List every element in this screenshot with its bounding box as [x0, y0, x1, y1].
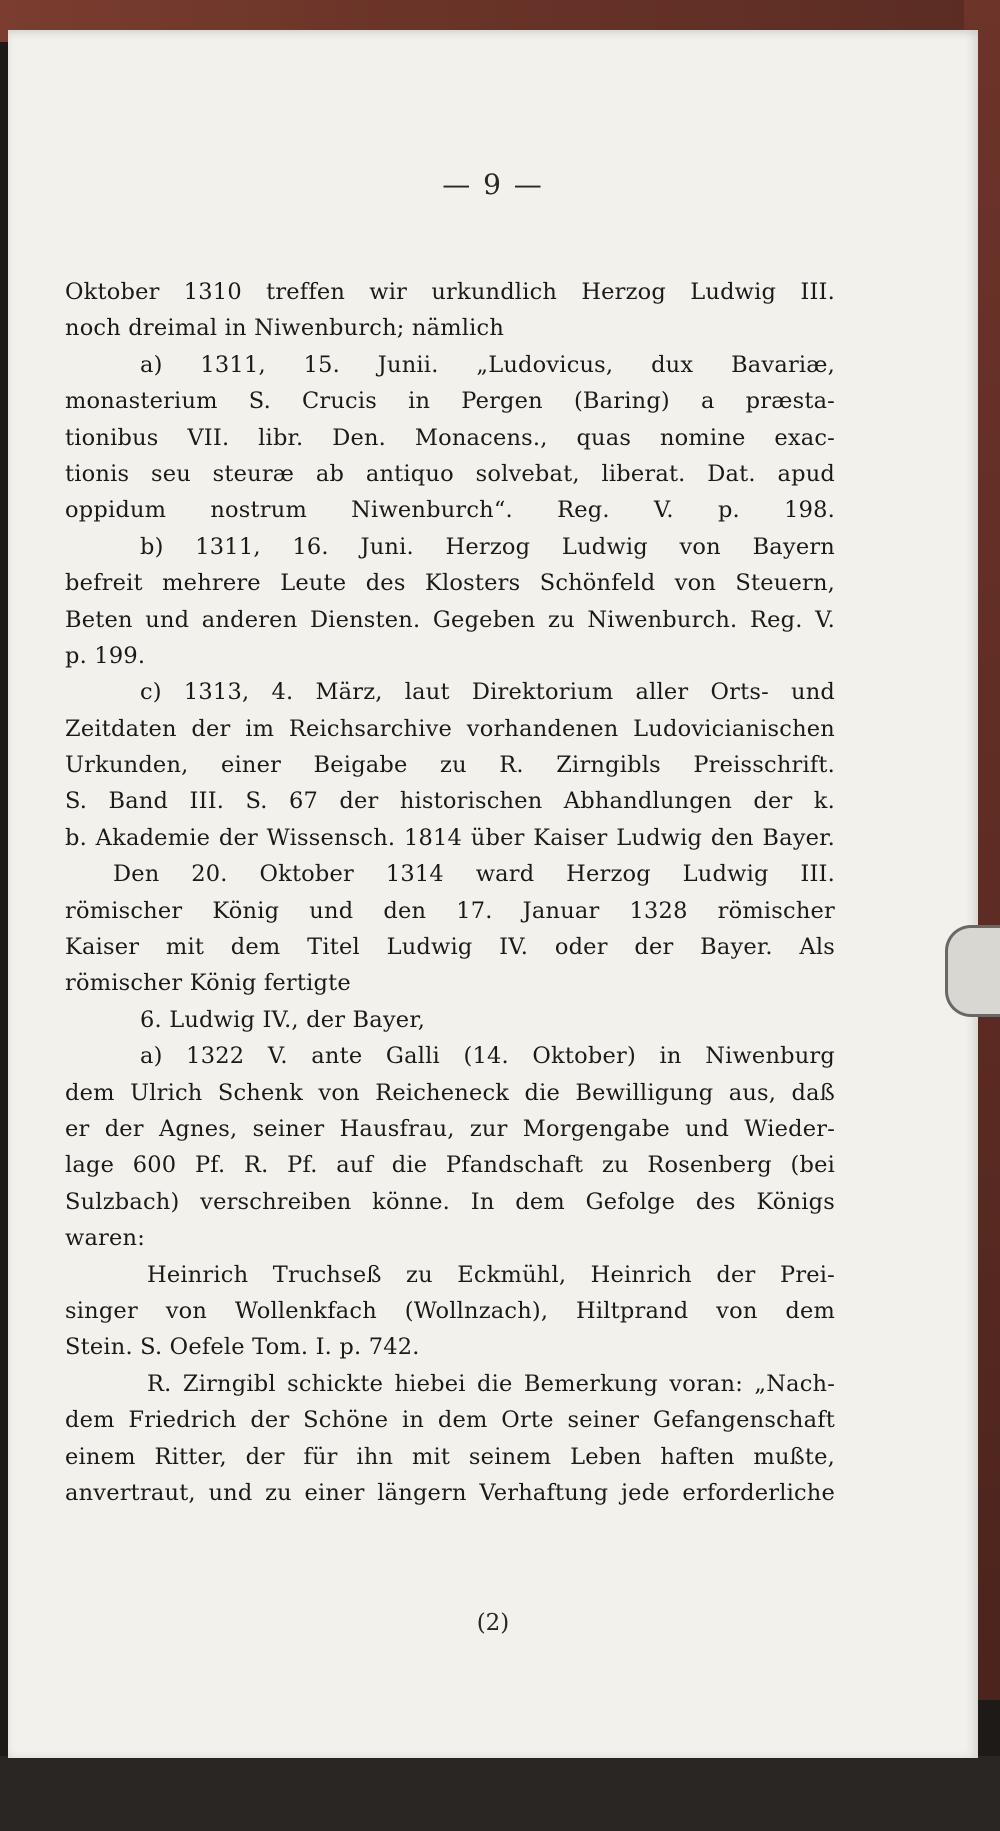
- text-line: S. Band III. S. 67 der historischen Abhandlungen der k.: [65, 788, 835, 815]
- text-line: Heinrich Truchseß zu Eckmühl, Heinrich der Prei-: [147, 1261, 835, 1288]
- text-line: b. Akademie der Wissensch. 1814 über Kaiser Ludwig den Bayer.: [65, 824, 835, 851]
- text-line: c) 1313, 4. März, laut Direktorium aller Orts- und: [140, 679, 835, 706]
- book-page: [8, 30, 978, 1758]
- text-line: er der Agnes, seiner Hausfrau, zur Morgengabe und Wieder-: [65, 1115, 835, 1142]
- text-line: tionibus VII. libr. Den. Monacens., quas nomine exac-: [65, 424, 835, 451]
- text-line: p. 199.: [65, 642, 146, 669]
- text-line: Oktober 1310 treffen wir urkundlich Herzog Ludwig III.: [65, 279, 835, 305]
- text-line: Zeitdaten der im Reichsarchive vorhandenen Ludovicianischen: [65, 715, 835, 742]
- body-text: [65, 274, 835, 1511]
- text-line: 6. Ludwig IV., der Bayer,: [140, 1006, 426, 1033]
- text-line: lage 600 Pf. R. Pf. auf die Pfandschaft zu Rosenberg (bei: [65, 1152, 835, 1179]
- text-line: Sulzbach) verschreiben könne. In dem Gefolge des Königs: [65, 1188, 835, 1215]
- text-line: Urkunden, einer Beigabe zu R. Zirngibls Preisschrift.: [65, 752, 835, 779]
- text-line: a) 1322 V. ante Galli (14. Oktober) in Niwenburg: [140, 1043, 835, 1070]
- bookmark-tab: [945, 925, 1000, 1017]
- text-line: dem Friedrich der Schöne in dem Orte seiner Gefangenschaft: [65, 1407, 835, 1434]
- text-line: Stein. S. Oefele Tom. I. p. 742.: [65, 1334, 420, 1361]
- text-line: anvertraut, und zu einer längern Verhaftung jede erforderliche: [65, 1479, 835, 1506]
- text-line: befreit mehrere Leute des Klosters Schönfeld von Steuern,: [65, 570, 835, 597]
- text-line: noch dreimal in Niwenburch; nämlich: [65, 315, 505, 342]
- text-line: dem Ulrich Schenk von Reicheneck die Bewilligung aus, daß: [65, 1079, 835, 1106]
- text-line: R. Zirngibl schickte hiebei die Bemerkung voran: „Nach-: [147, 1370, 835, 1397]
- text-line: römischer König fertigte: [65, 970, 351, 997]
- text-line: römischer König und den 17. Januar 1328 römischer: [65, 897, 835, 924]
- text-line: Kaiser mit dem Titel Ludwig IV. oder der Bayer. Als: [65, 934, 835, 961]
- page-number: — 9 —: [442, 168, 544, 201]
- text-line: einem Ritter, der für ihn mit seinem Leben haften mußte,: [65, 1443, 835, 1470]
- text-line: Den 20. Oktober 1314 ward Herzog Ludwig III.: [113, 861, 835, 888]
- signature-mark: (2): [476, 1610, 510, 1636]
- text-line: singer von Wollenkfach (Wollnzach), Hiltprand von dem: [65, 1297, 835, 1324]
- text-line: monasterium S. Crucis in Pergen (Baring) a præsta-: [65, 388, 835, 415]
- text-line: a) 1311, 15. Junii. „Ludovicus, dux Bavariæ,: [140, 351, 835, 378]
- text-line: tionis seu steuræ ab antiquo solvebat, liberat. Dat. apud: [65, 460, 835, 487]
- text-line: waren:: [65, 1225, 146, 1252]
- text-line: Beten und anderen Diensten. Gegeben zu Niwenburch. Reg. V.: [65, 606, 835, 633]
- scan-bottom-band: [0, 1756, 1000, 1831]
- text-line: oppidum nostrum Niwenburch“. Reg. V. p. 198.: [65, 497, 835, 524]
- text-line: b) 1311, 16. Juni. Herzog Ludwig von Bayern: [140, 533, 835, 560]
